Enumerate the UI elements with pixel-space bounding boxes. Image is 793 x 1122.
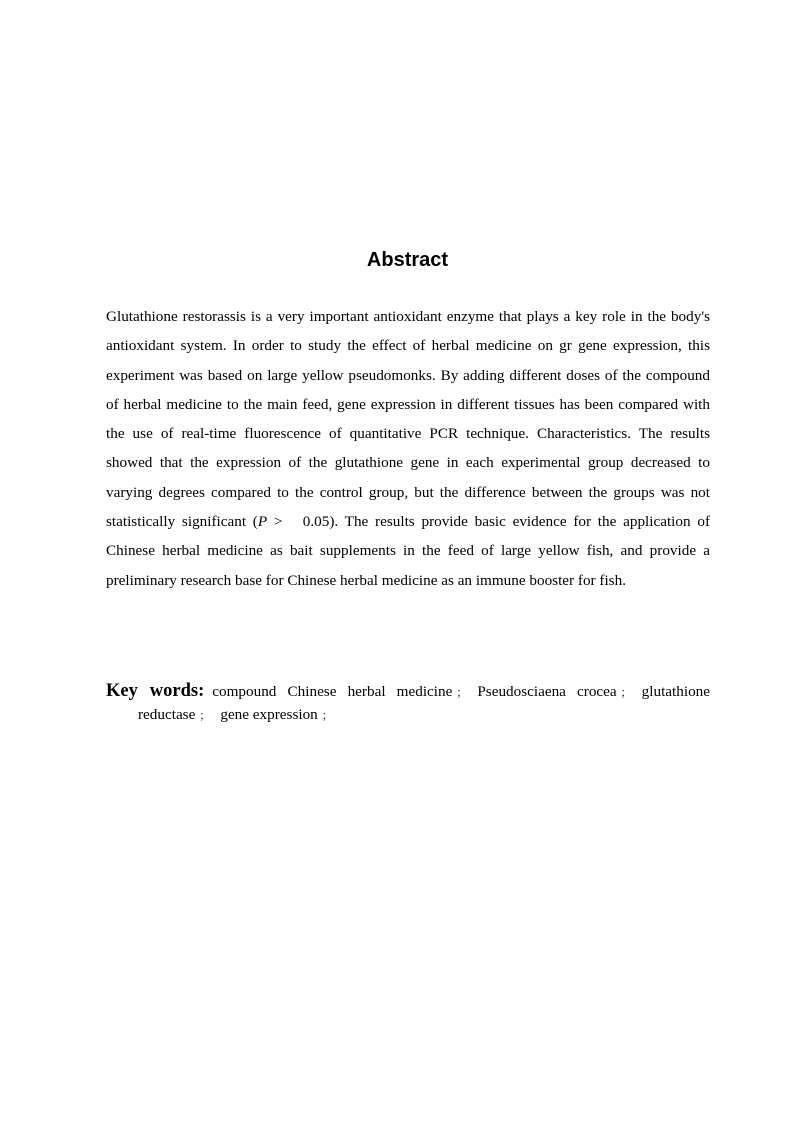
keyword-item: Pseudosciaena crocea	[477, 683, 617, 700]
p-value-symbol: P	[257, 513, 268, 531]
keyword-item: glutathione	[641, 683, 711, 700]
keyword-item: compound Chinese herbal medicine	[212, 683, 453, 700]
keyword-separator: ；	[321, 710, 333, 722]
keywords-label: Key words:	[106, 681, 205, 701]
section-heading: Abstract	[366, 249, 449, 271]
abstract-text-part-1: Glutathione restorassis is a very important antioxidant enzyme that plays a key role in the body's antioxidant system. In order to study the effect of herbal medicine on gr gene expression, this experiment was based on large yellow pseudomonks. By adding different doses of the compound of herbal medicine to the main feed, gene expression in different tissues has been compared with the use of real-time fluorescence of quantitative PCR technique. Characteristics. The results showed that the expression of the glutathione gene in each experimental group decreased to varying degrees compared to the control group, but the difference between the groups was not statistically significant (	[106, 308, 710, 531]
keyword-separator: ；	[620, 687, 632, 699]
abstract-paragraph	[106, 302, 710, 595]
keyword-separator: ；	[456, 687, 468, 699]
keyword-item: reductase	[138, 706, 196, 723]
keywords-block	[106, 680, 710, 727]
keyword-separator: ；	[199, 710, 211, 722]
keyword-item: gene expression	[220, 706, 318, 723]
keywords-line-1	[106, 680, 710, 704]
abstract-text-part-2: > 0.05). The results provide basic evidence for the application of Chinese herbal medicine as bait supplements in the feed of large yellow fish, and provide a preliminary research base for Chinese herbal medicine as an immune booster for fish.	[106, 513, 710, 589]
keywords-line-2	[106, 704, 710, 727]
